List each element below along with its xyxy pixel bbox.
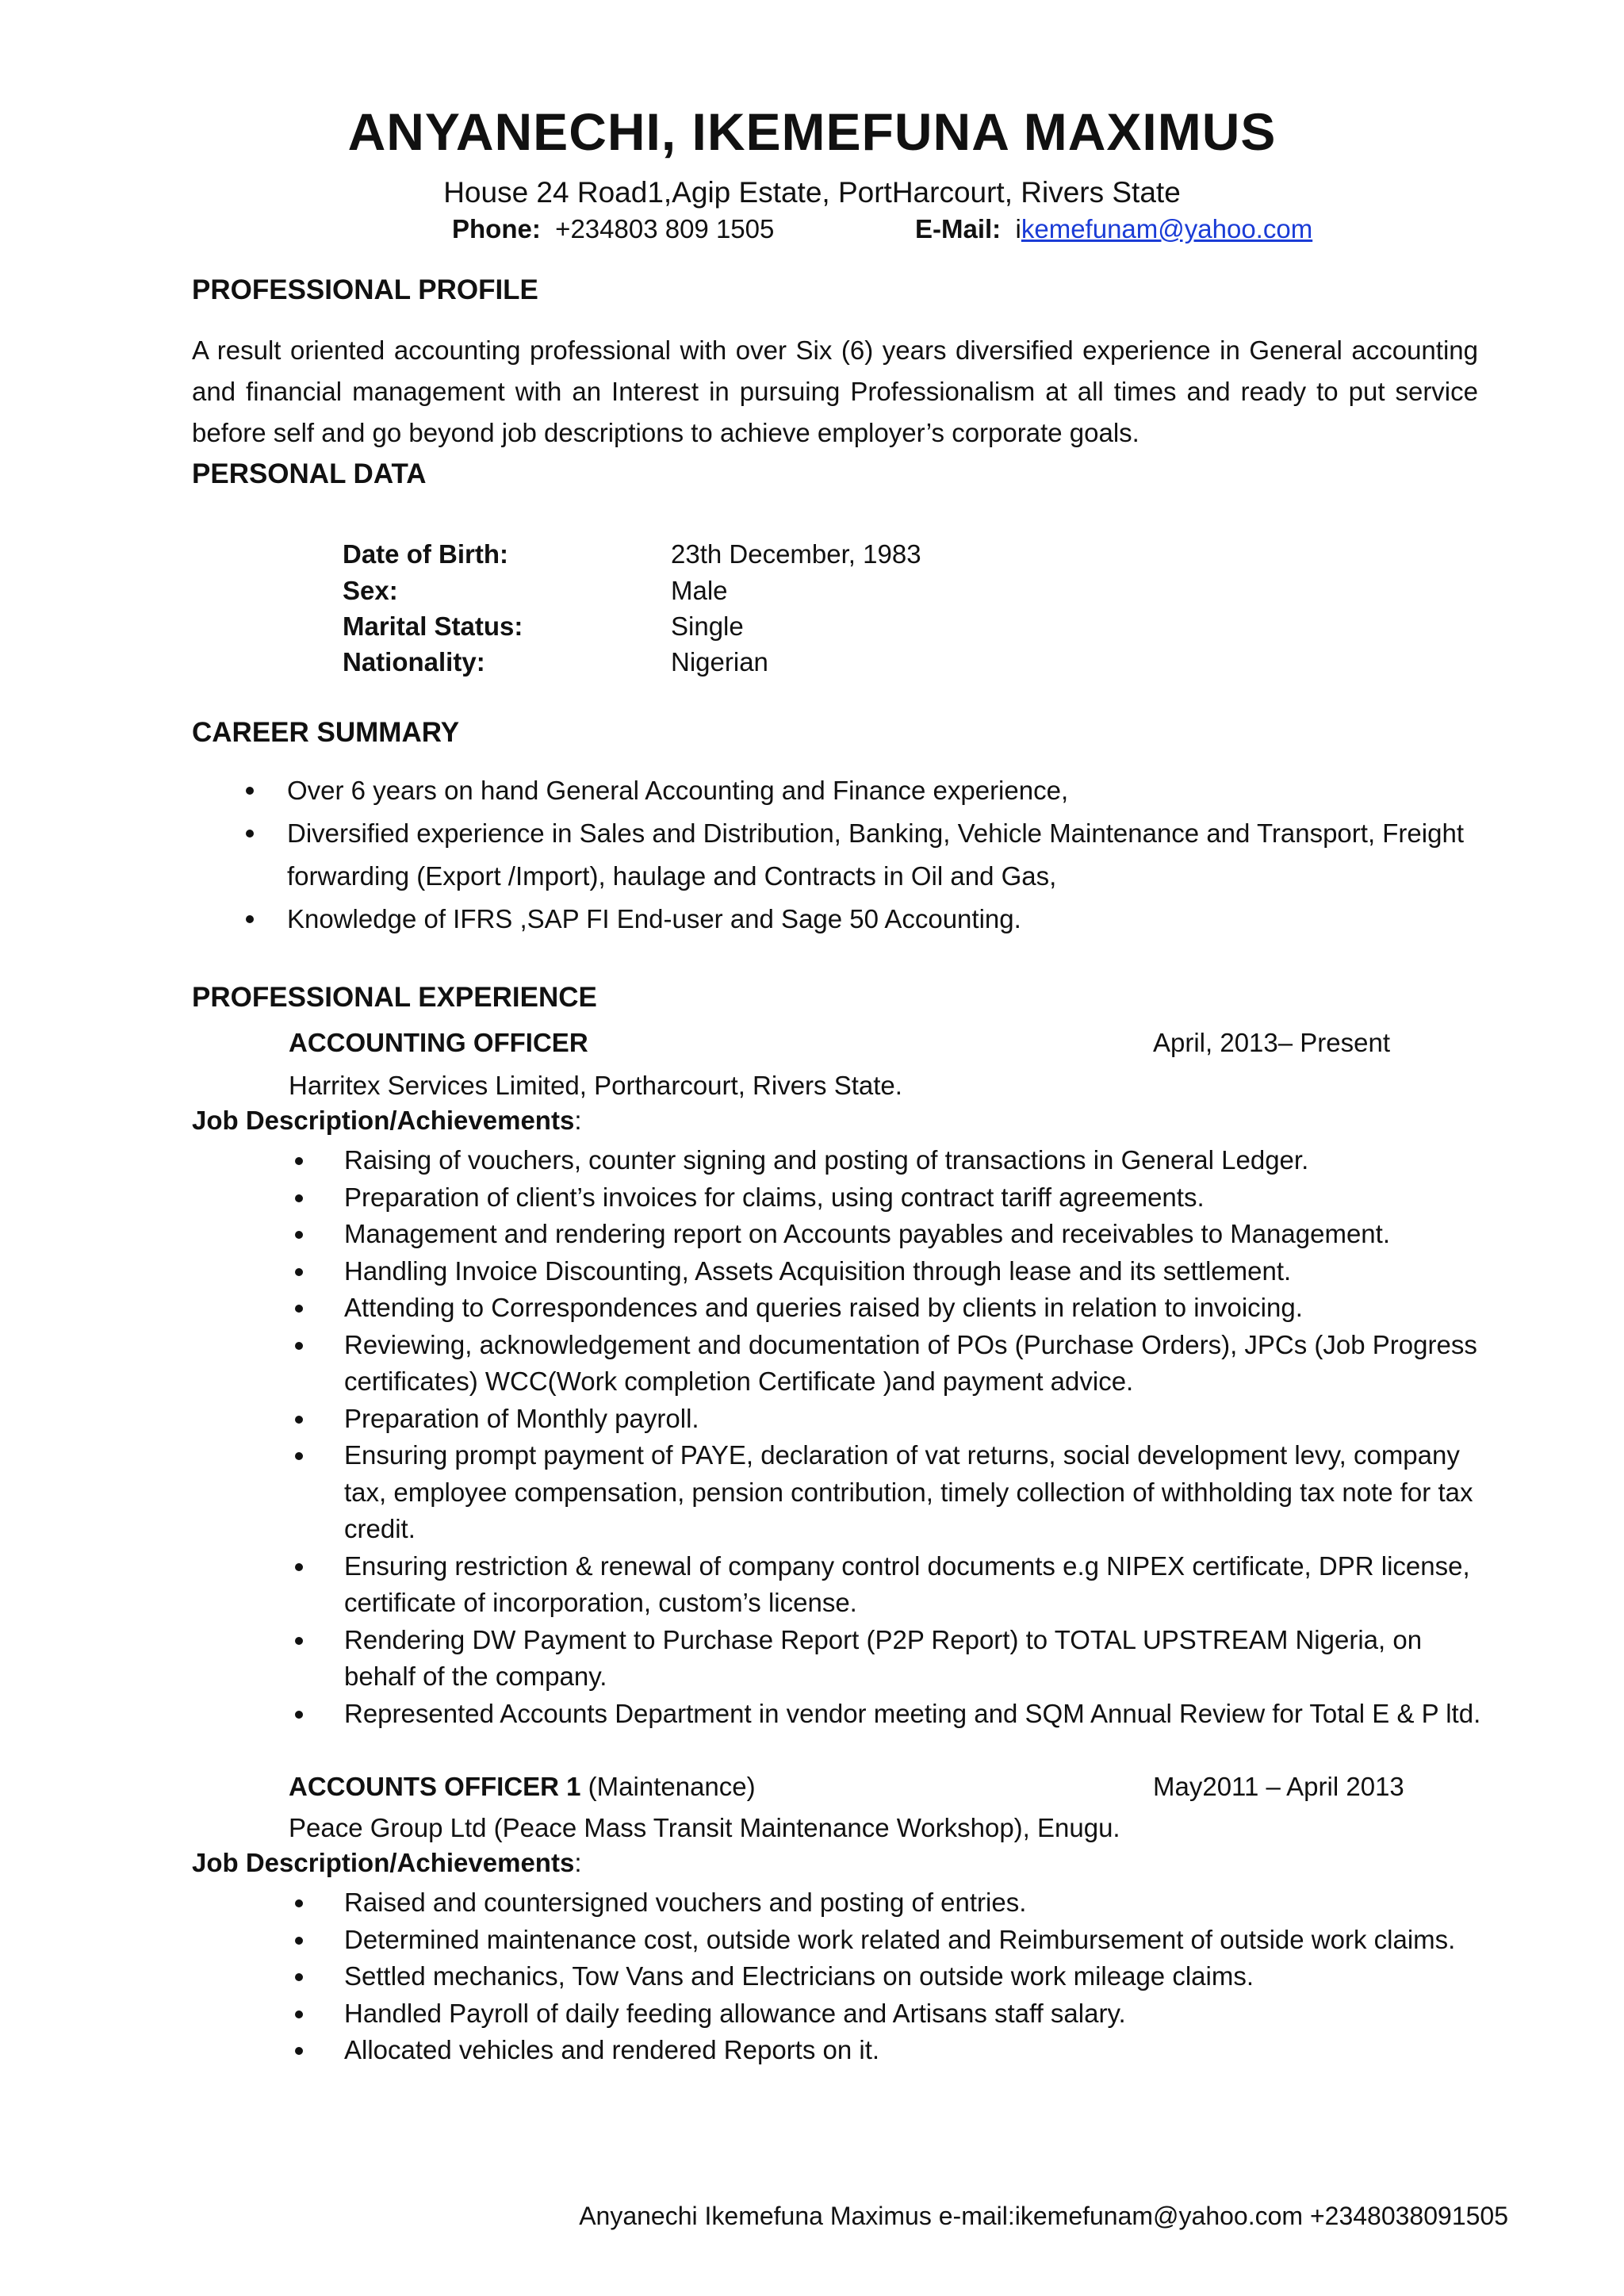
personal-value: Nigerian xyxy=(671,647,768,677)
list-item: Represented Accounts Department in vendor meeting and SQM Annual Review for Total E & P ltd. xyxy=(344,1696,1494,1733)
job-duties-list xyxy=(344,1884,1494,2069)
list-item: Settled mechanics, Tow Vans and Electricians on outside work mileage claims. xyxy=(344,1958,1494,1995)
phone-label: Phone: xyxy=(452,214,541,243)
job-description-label: Job Description/Achievements: xyxy=(192,1106,582,1135)
list-item: Diversified experience in Sales and Distribution, Banking, Vehicle Maintenance and Transport, Freight forwarding (Export /Import), haulage and Contracts in Oil and Gas, xyxy=(287,812,1478,898)
email-link[interactable]: kemefunam@yahoo.com xyxy=(1021,214,1313,243)
list-item: Preparation of client’s invoices for claims, using contract tariff agreements. xyxy=(344,1179,1494,1217)
list-item: Determined maintenance cost, outside work related and Reimbursement of outside work claims. xyxy=(344,1922,1494,1959)
job-title: ACCOUNTS OFFICER 1 (Maintenance) xyxy=(289,1772,756,1801)
personal-label: Date of Birth: xyxy=(343,539,508,569)
bullet-icon xyxy=(295,1231,303,1239)
job-duties-list xyxy=(344,1142,1494,1732)
list-item: Ensuring restriction & renewal of company control documents e.g NIPEX certificate, DPR license, certificate of incorporation, custom’s license. xyxy=(344,1548,1494,1622)
personal-label: Marital Status: xyxy=(343,611,523,641)
candidate-address: House 24 Road1,Agip Estate, PortHarcourt, Rivers State xyxy=(443,176,1181,209)
phone-number: +234803 809 1505 xyxy=(555,214,775,243)
list-item: Knowledge of IFRS ,SAP FI End-user and Sage 50 Accounting. xyxy=(287,898,1478,941)
list-item: Rendering DW Payment to Purchase Report (P2P Report) to TOTAL UPSTREAM Nigeria, on behalf of the company. xyxy=(344,1622,1494,1696)
bullet-icon xyxy=(295,1899,303,1907)
list-item: Allocated vehicles and rendered Reports on it. xyxy=(344,2032,1494,2069)
email-prefix: i xyxy=(1015,214,1021,243)
list-item: Over 6 years on hand General Accounting and Finance experience, xyxy=(287,769,1478,812)
list-item: Ensuring prompt payment of PAYE, declaration of vat returns, social development levy, company tax, employee compensation, pension contribution, timely collection of withholding tax note for tax credit. xyxy=(344,1437,1494,1548)
page-footer: Anyanechi Ikemefuna Maximus e-mail:ikemefunam@yahoo.com +2348038091505 xyxy=(579,2202,1508,2230)
bullet-icon xyxy=(246,787,254,795)
job-date: May2011 – April 2013 xyxy=(1153,1772,1404,1801)
bullet-icon xyxy=(295,1937,303,1945)
personal-label: Sex: xyxy=(343,576,398,605)
job-title: ACCOUNTING OFFICER xyxy=(289,1028,588,1057)
job-company: Peace Group Ltd (Peace Mass Transit Maintenance Workshop), Enugu. xyxy=(289,1813,1120,1842)
list-item: Handling Invoice Discounting, Assets Acquisition through lease and its settlement. xyxy=(344,1253,1494,1290)
list-item: Attending to Correspondences and queries raised by clients in relation to invoicing. xyxy=(344,1290,1494,1327)
personal-value: Single xyxy=(671,611,744,641)
bullet-icon xyxy=(246,830,254,838)
job-company: Harritex Services Limited, Portharcourt, Rivers State. xyxy=(289,1071,902,1100)
career-summary-list xyxy=(287,769,1478,941)
profile-text: A result oriented accounting professional with over Six (6) years diversified experience in General accounting and financial management with an Interest in pursuing Professionalism at all times and ready to put service before self and go beyond job descriptions to achieve employer’s corporate goals. xyxy=(192,335,1478,447)
profile-heading: PROFESSIONAL PROFILE xyxy=(192,274,538,305)
bullet-icon xyxy=(295,1305,303,1313)
bullet-icon xyxy=(295,2047,303,2055)
list-item: Raised and countersigned vouchers and posting of entries. xyxy=(344,1884,1494,1922)
personal-data-heading: PERSONAL DATA xyxy=(192,458,427,489)
bullet-icon xyxy=(295,1194,303,1202)
personal-label: Nationality: xyxy=(343,647,485,677)
bullet-icon xyxy=(295,1342,303,1350)
phone-line xyxy=(452,214,774,244)
list-item: Handled Payroll of daily feeding allowance and Artisans staff salary. xyxy=(344,1995,1494,2033)
list-item: Preparation of Monthly payroll. xyxy=(344,1401,1494,1438)
bullet-icon xyxy=(295,1157,303,1165)
list-item: Raising of vouchers, counter signing and posting of transactions in General Ledger. xyxy=(344,1142,1494,1179)
personal-value: Male xyxy=(671,576,728,605)
bullet-icon xyxy=(246,915,254,923)
job-date: April, 2013– Present xyxy=(1153,1028,1391,1057)
experience-heading: PROFESSIONAL EXPERIENCE xyxy=(192,982,597,1013)
bullet-icon xyxy=(295,2010,303,2018)
list-item: Management and rendering report on Accounts payables and receivables to Management. xyxy=(344,1216,1494,1253)
bullet-icon xyxy=(295,1637,303,1645)
bullet-icon xyxy=(295,1711,303,1719)
personal-value: 23th December, 1983 xyxy=(671,539,921,569)
email-label: E-Mail: xyxy=(915,214,1002,243)
bullet-icon xyxy=(295,1563,303,1571)
career-summary-heading: CAREER SUMMARY xyxy=(192,717,460,748)
list-item: Reviewing, acknowledgement and documentation of POs (Purchase Orders), JPCs (Job Progress certificates) WCC(Work completion Certificate )and payment advice. xyxy=(344,1327,1494,1401)
bullet-icon xyxy=(295,1452,303,1460)
bullet-icon xyxy=(295,1416,303,1424)
email-line xyxy=(915,214,1312,244)
bullet-icon xyxy=(295,1973,303,1981)
job-description-label: Job Description/Achievements: xyxy=(192,1848,582,1877)
candidate-name: ANYANECHI, IKEMEFUNA MAXIMUS xyxy=(347,102,1277,161)
bullet-icon xyxy=(295,1268,303,1276)
